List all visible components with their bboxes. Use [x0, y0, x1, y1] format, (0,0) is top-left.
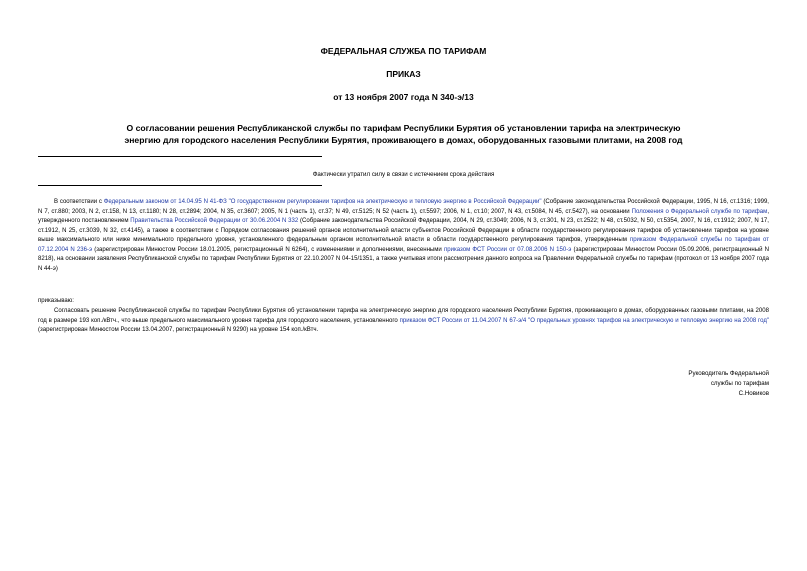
preamble-text: (зарегистрирован Минюстом России 05.09.2006, регистрационный N 8218), на основании заявления Республиканской службы по тарифам Республики Бурятия от 22.10.2007 N 04-15/1351, а также учитывая итоги рассмотрения данного вопроса на Правлении Федеральной службы по тарифам (протокол от 13 ноября 2007 года N 44-э) — [38, 246, 770, 272]
title-line-1: О согласовании решения Республиканской службы по тарифам Республики Бурятия об установлении тарифа на электрическую — [126, 123, 681, 133]
decision-text: (зарегистрирован Минюстом России 13.04.2007, регистрационный N 9290) на уровне 154 коп./кВтч. — [38, 327, 319, 333]
link-order-150[interactable]: приказом ФСТ России от 07.08.2006 N 150-э — [443, 246, 572, 253]
agency-heading: ФЕДЕРАЛЬНАЯ СЛУЖБА ПО ТАРИФАМ — [320, 46, 487, 56]
signature-line-2: службы по тарифам — [710, 380, 769, 387]
preamble-paragraph — [38, 198, 769, 274]
signature-line-1: Руководитель Федеральной — [688, 370, 769, 377]
link-fst-regulation[interactable]: Положения о Федеральной службе по тарифам — [631, 208, 768, 215]
document-title — [40, 122, 767, 146]
preamble-text: (Собрание законодательства Российской Федерации, 1995, N 16, ст.1316; 1999, N 7, ст.880; 2003, N 2, ст.158, N 13, ст.1180; N 28, ст.2894; 2004, N 35, ст.3607; 2005, N 1 (часть 1), ст.37; N 49, ст.5125; N 52 (часть 1), ст.5597; 2006, N 1, ст.10; 2007, N 43, ст.5084, N 45, ст.5427), на основании — [38, 199, 769, 215]
link-federal-law[interactable]: Федеральным законом от 14.04.95 N 41-ФЗ "О государственном регулировании тарифов на электрическую и тепловую энергию в Российской Федерации" — [103, 199, 542, 205]
bottom-divider — [38, 185, 322, 186]
signer-name: С.Новиков — [738, 390, 769, 397]
date-number-heading: от 13 ноября 2007 года N 340-э/13 — [333, 92, 474, 102]
preamble-text: (Собрание законодательства Российской Федерации, 2004, N 29, ст.3049; 2006, N 3, ст.301, N 23, ст.2522; N 48, ст.5032, N 50, ст.5354, 2007, N 16, ст.1912; 2007, N 17, ст.1912, N 25, ст.3039, N 32, ст.4145), а также в соответствии с Порядком согласования решений органов исполнительной власти субъектов Российской Федерации в области государственного регулирования тарифов об установлении тарифов на уровне выше максимального или ниже минимального предельного уровня, установленного федеральным органом исполнительной власти в области государственного регулирования тарифов, утвержденным — [38, 218, 769, 243]
signature-block — [569, 369, 769, 399]
status-note: Фактически утратил силу в связи с истечением срока действия — [312, 171, 495, 178]
doc-type-heading: ПРИКАЗ — [386, 69, 421, 79]
preamble-text: В соответствии с — [54, 199, 104, 205]
preamble-text: , утвержденного постановлением — [38, 208, 769, 224]
link-order-236[interactable]: приказом Федеральной службы по тарифам от 07.12.2004 N 236-э — [38, 237, 770, 253]
link-order-67[interactable]: приказом ФСТ России от 11.04.2007 N 67-э/4 "О предельных уровнях тарифов на электрическую и тепловую энергию на 2008 год" — [399, 317, 769, 324]
preamble-text: (зарегистрирован Минюстом России 18.01.2005, регистрационный N 6264), с изменениями и дополнениями, внесенными — [92, 246, 444, 253]
decision-paragraph — [38, 307, 769, 336]
decision-text: Согласовать решение Республиканской службы по тарифам Республики Бурятия об установлении тарифа на электрическую энергию для городского населения Республики Бурятия, проживающего в домах, оборудованных газовыми плитами, на 2008 год в размере 193 коп./кВтч., что выше предельного максимального уровня тарифа для городского населения, установленного — [38, 308, 769, 324]
title-line-2: энергию для городского населения Республики Бурятия, проживающего в домах, оборудованных газовыми плитами, на 2008 год — [124, 135, 683, 145]
order-word: приказываю: — [38, 298, 74, 304]
link-government-decree[interactable]: Правительства Российской Федерации от 30.06.2004 N 332 — [130, 218, 299, 224]
top-divider — [38, 156, 322, 157]
